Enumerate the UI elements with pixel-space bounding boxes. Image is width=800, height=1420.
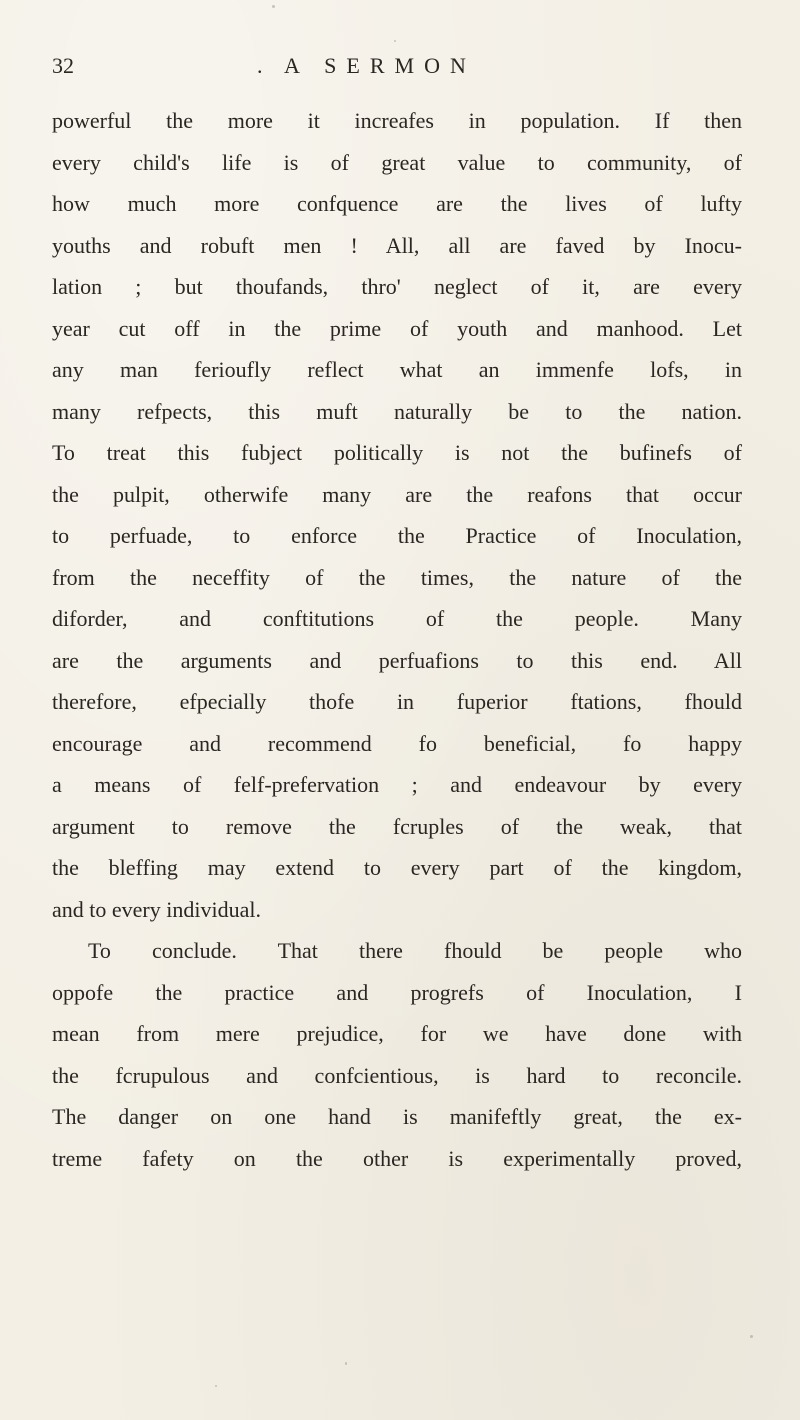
text-line: and to every individual. <box>52 896 261 922</box>
text-line: year cut off in the prime of youth and manhood. Let <box>52 315 742 341</box>
text-line: any man ferioufly reflect what an immenfe lofs, in <box>52 357 742 382</box>
text-line: therefore, efpecially thofe in fuperior ftations, fhould <box>52 689 742 714</box>
paper-speck <box>272 5 275 8</box>
text-line: to perfuade, to enforce the Practice of Inoculation, <box>52 523 742 548</box>
text-line: the pulpit, otherwife many are the reafons that occur <box>52 481 742 507</box>
text-line: To conclude. That there fhould be people who <box>88 938 742 963</box>
paper-speck <box>750 1335 753 1338</box>
text-line: from the neceffity of the times, the nature of the <box>52 564 742 590</box>
paper-speck <box>215 1385 217 1387</box>
paper-speck <box>394 40 396 42</box>
text-line: argument to remove the fcruples of the weak, that <box>52 813 742 839</box>
text-line: oppofe the practice and progrefs of Inoculation, I <box>52 979 742 1005</box>
text-line: lation ; but thoufands, thro' neglect of it, are every <box>52 274 742 299</box>
text-line: the fcrupulous and confcientious, is hard to reconcile. <box>52 1062 742 1088</box>
text-line: The danger on one hand is manifeftly great, the ex- <box>52 1104 742 1129</box>
text-line: how much more confquence are the lives of lufty <box>52 191 742 216</box>
text-line: the bleffing may extend to every part of the kingdom, <box>52 855 742 880</box>
text-line: are the arguments and perfuafions to this end. All <box>52 647 742 673</box>
paper-speck <box>345 1362 347 1365</box>
sermon-text <box>52 100 742 1179</box>
text-line: diforder, and conftitutions of the people. Many <box>52 606 742 631</box>
text-line: youths and robuft men ! All, all are faved by Inocu- <box>52 232 742 258</box>
text-line: powerful the more it increafes in population. If then <box>52 108 742 133</box>
text-line: treme fafety on the other is experimentally proved, <box>52 1145 742 1171</box>
text-line: every child's life is of great value to community, of <box>52 149 742 175</box>
page-header <box>52 46 732 86</box>
text-line: encourage and recommend fo beneficial, fo happy <box>52 730 742 756</box>
text-line: mean from mere prejudice, for we have done with <box>52 1021 742 1046</box>
header-separator: . <box>257 53 263 78</box>
running-head: A SERMON <box>284 53 476 78</box>
page-number: 32 <box>52 53 74 78</box>
text-line: To treat this fubject politically is not the bufinefs of <box>52 440 742 465</box>
text-line: many refpects, this muft naturally be to the nation. <box>52 398 742 424</box>
text-line: a means of felf-prefervation ; and endeavour by every <box>52 772 742 797</box>
